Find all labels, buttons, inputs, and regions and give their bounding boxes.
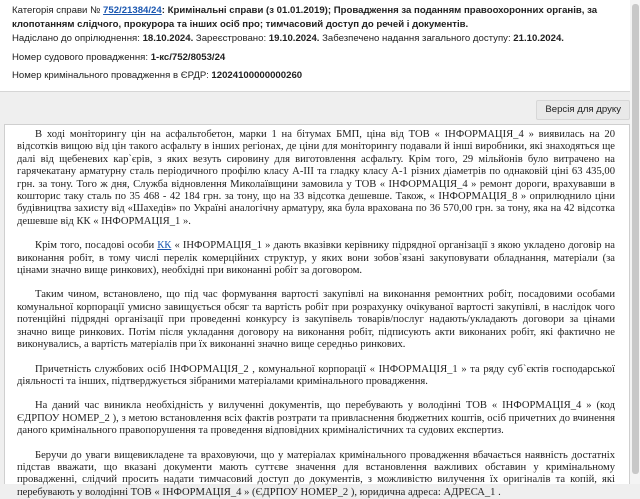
doc-paragraph-5: На даний час виникла необхідність у вилученні документів, що перебувають у володінні ТОВ « ІНФОРМАЦІЯ_4 » (код ЄДРПОУ НОМЕР_2 ), з метою встановлення всіх фактів розтрати та привласнення бюджетних коштів, осіб причетних до вчинення даного кримінального правопорушення та проведення відповідних криміналістичних та судових експертиз. xyxy=(17,400,615,437)
court-proc-label: Номер судового провадження: xyxy=(12,51,149,63)
document-body xyxy=(4,124,630,498)
category-text: Кримінальні справи (з 01.01.2019); Провадження за поданням правоохоронних органів, за клопотанням слідчого, прокурора та інших осіб про; тимчасовий доступ до речей і документів. xyxy=(12,5,598,30)
sent-label: Надіслано до опрілюднення: xyxy=(12,33,140,44)
access-date: 21.10.2024. xyxy=(513,33,564,44)
doc-paragraph-3: Таким чином, встановлено, що під час формування вартості закупівлі на виконання ремонтних робіт, посадовими особами комунальної корпорації умисно завищується обсяг та вартість робіт при розрахунку очікуваної вартості закупівлі, в наслідок чого потенційні підрядні організації при проведенні конкурсу із закупівель товарів/послуг надають/укладають договори за цінами значно вище ринкових. Потім після укладання договору на виконання робіт, підписують акти виконаних робіт, які фактично не виконувались, а вартість матеріалів при їх виконанні значно вище середньо ринкових. xyxy=(17,289,615,351)
doc-paragraph-1: В ході моніторингу цін на асфальтобетон, марки 1 на бітумах БМП, ціна від ТОВ « ІНФОРМАЦІЯ_4 » виявилась на 20 відсотків вищою від цін такого асфальту в інших регіонах, де ціни для моніторингу подавали й інші виробники, які знаходяться ще далі від щебеневих кар`єрів, з яких везуть сировину для виготовлення асфальту. Крім того, 29 мільйонів було витрачено на гарячекатану арматурну сталь періодичного профілю класу А-ІІІ та гладку класу А-1 різних діаметрів по однаковій ціні 63 435,00 грн. за тону. Того ж дня, Служба відновлення Миколаївщини замовила у ТОВ « ІНФОРМАЦІЯ_4 » ремонт дороги, врахувавши в кошторис таку сталь по 35 468 - 42 184 грн. за тону, що на 33 відсотка дешевше. Також, « ІНФОРМАЦІЯ_8 » оприлюднило ціни будівництва захисту від «Шахедів» по Україні аналогічну арматуру, яка була врахована по 36 570,00 грн. за тону, яка на 42 відсотка дешевше від КК « ІНФОРМАЦІЯ_1 ». xyxy=(17,129,615,227)
erdr-line xyxy=(12,69,640,83)
category-label: Категорія справи № xyxy=(12,5,101,16)
case-meta-panel xyxy=(0,0,640,92)
case-category-line: Категорія справи № 752/21384/24: Кримінальні справи (з 01.01.2019); Провадження за поданням правоохоронних органів, за клопотанням слідчого, прокурора та інших осіб про; тимчасовий доступ до речей і документів. xyxy=(12,5,598,30)
dates-line xyxy=(12,32,640,46)
court-proc-line xyxy=(12,51,640,65)
doc-paragraph-4: Причетність службових осіб ІНФОРМАЦІЯ_2 , комунальної корпорації « ІНФОРМАЦІЯ_1 » та ряду суб`єктів господарської діяльності та інших, підтверджується зібраними матеріалами кримінального провадження. xyxy=(17,363,615,387)
erdr-number: 12024100000000260 xyxy=(211,70,303,81)
erdr-label: Номер кримінального провадження в ЄРДР: xyxy=(12,70,209,81)
doc-paragraph-2: Крім того, посадові особи КК « ІНФОРМАЦІЯ_1 » дають вказівки керівнику підрядної організації з якою укладено договір на виконання робіт, в тому числі перелік комерційних структур, у яких вони зобов`язані закуповувати обладнання, матеріали (за цінами значно вище ринкових), необхідні при виконанні робіт за договором. xyxy=(17,240,615,277)
kk-link[interactable]: КК xyxy=(157,240,172,252)
scrollbar-thumb[interactable] xyxy=(632,4,639,474)
court-proc-number: 1-кс/752/8053/24 xyxy=(150,51,226,63)
print-version-button[interactable]: Версія для друку xyxy=(536,100,630,120)
sent-date: 18.10.2024. xyxy=(142,33,194,44)
case-number-link[interactable]: 752/21384/24 xyxy=(103,5,162,16)
vertical-scrollbar[interactable] xyxy=(630,0,640,484)
registered-label: Зареєстровано: xyxy=(195,33,267,44)
access-label: Забезпечено надання загального доступу: xyxy=(322,33,511,44)
doc-paragraph-6: Беручи до уваги вищевикладене та враховуючи, що у матеріалах кримінального провадження вбачається наявність достатніх підстав вважати, що вказані документи мають суттєве значення для встановлення важливих обставин у кримінальному провадженні, слідчий просить надати тимчасовий доступ до документів, з можливістю вилучення їх оригіналів та копій, які перебувають у володінні ТОВ « ІНФОРМАЦІЯ_4 » (ЄДРПОУ НОМЕР_2 ), юридична адреса: АДРЕСА_1 . xyxy=(17,449,615,498)
registered-date: 19.10.2024. xyxy=(268,33,320,44)
